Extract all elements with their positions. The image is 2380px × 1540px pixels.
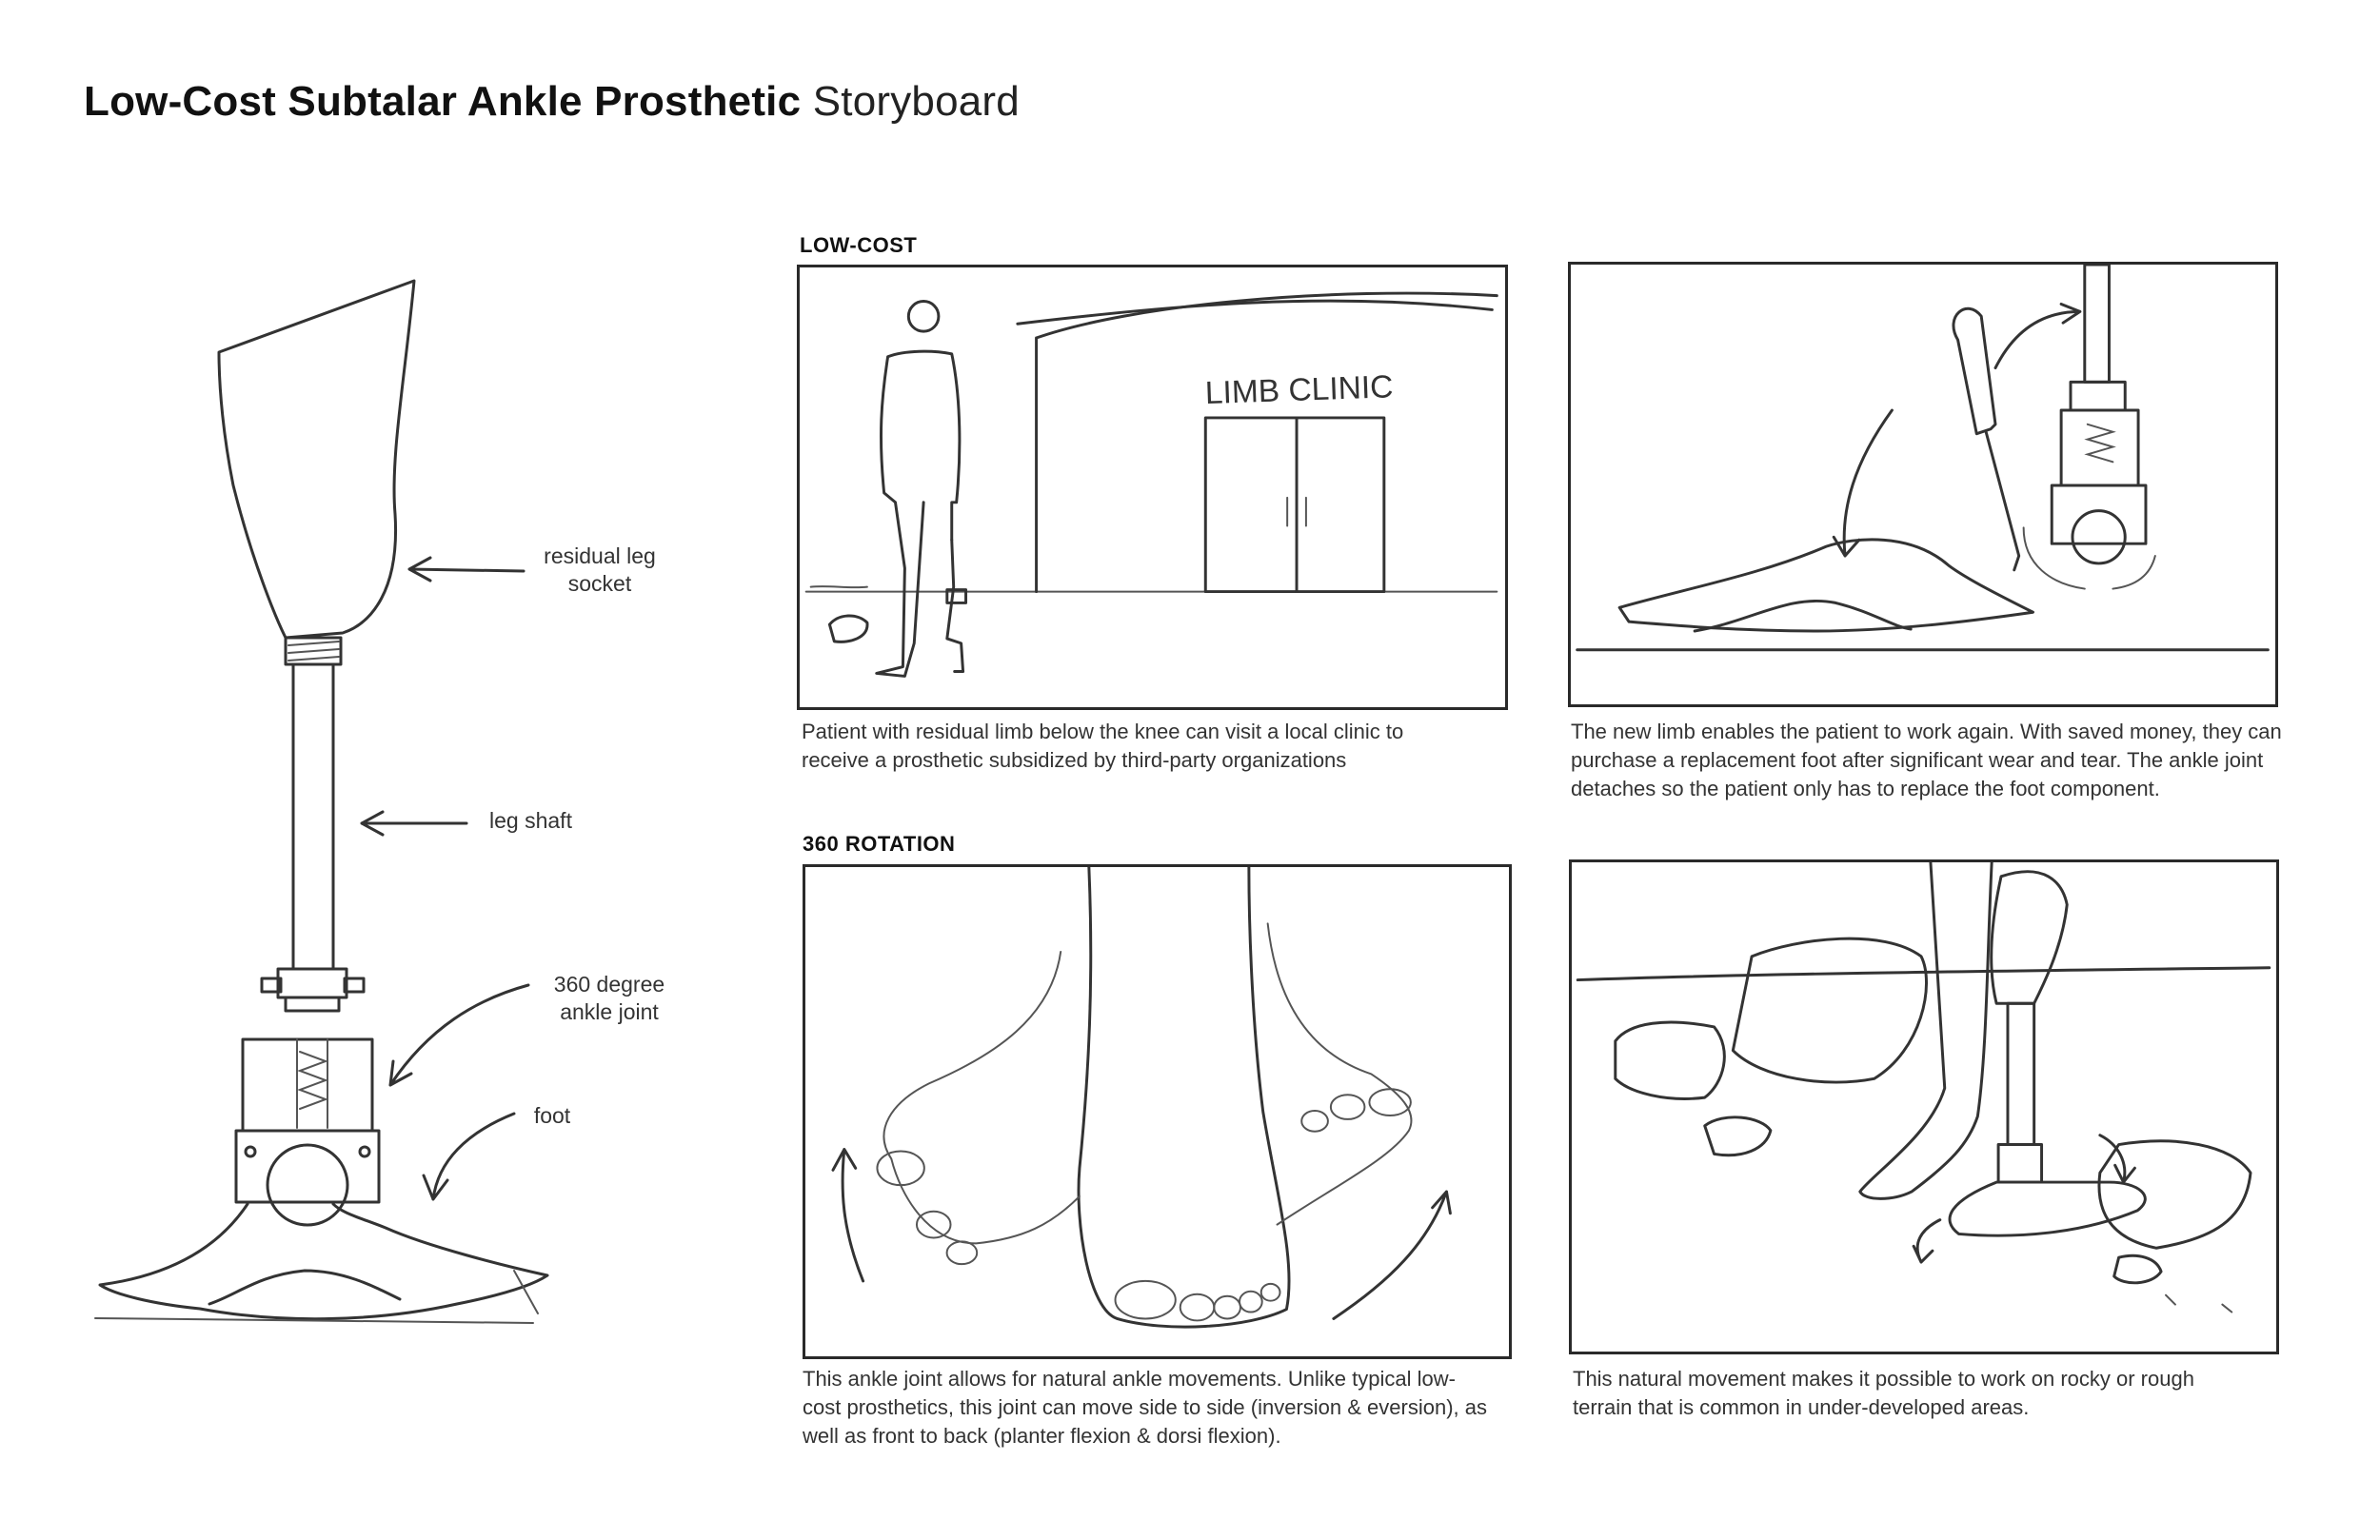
section-360-rotation: 360 ROTATION (803, 832, 956, 856)
panel-rotation (803, 864, 1512, 1359)
ankle-joint-label: 360 degree ankle joint (553, 972, 665, 1024)
caption-clinic: Patient with residual limb below the knee can visit a local clinic to receive a prosthetic subsidized by third-party organizations (802, 720, 1404, 772)
socket-label: residual leg socket (544, 543, 656, 596)
panel-terrain (1569, 859, 2279, 1354)
prosthetic-sketch (57, 267, 724, 1361)
page-title (84, 78, 1020, 126)
panel-clinic (797, 265, 1508, 710)
caption-terrain: This natural movement makes it possible to work on rocky or rough terrain that is common in under-developed areas. (1573, 1367, 2194, 1419)
title-light: Storyboard (812, 78, 1020, 125)
clinic-sign: LIMB CLINIC (1204, 369, 1395, 412)
title-bold: Low-Cost Subtalar Ankle Prosthetic (84, 78, 802, 125)
foot-label: foot (533, 1103, 571, 1128)
caption-rotation: This ankle joint allows for natural ankle movements. Unlike typical low-cost prosthetics, this joint can move side to side (inversion & eversion), as well as front to back (planter flexion & dorsi flexion). (803, 1367, 1487, 1448)
section-low-cost: LOW-COST (800, 233, 918, 257)
shaft-label: leg shaft (489, 808, 572, 833)
caption-replace-foot: The new limb enables the patient to work again. With saved money, they can purchase a replacement foot after significant wear and tear. The ankle joint detaches so the patient only has to replace the foot component. (1571, 720, 2282, 800)
panel-replace-foot (1568, 262, 2278, 707)
